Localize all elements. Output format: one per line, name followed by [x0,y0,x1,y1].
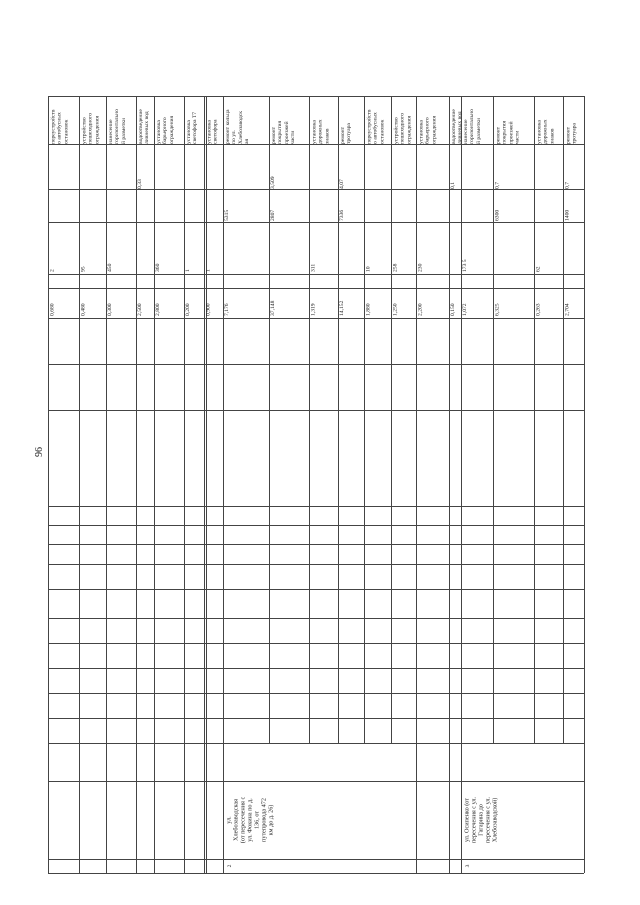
quantity-km-cell: 4,07 [339,179,345,189]
units-cell: 1 [185,269,191,272]
table-border [48,873,584,874]
cost-cell: 0,300 [107,303,113,316]
area-cell: 7336 [339,209,345,221]
area-cell [535,191,562,221]
cost-cell: 1,250 [392,303,398,316]
table-border [584,96,585,873]
work-type-cell: установка барьерного ограждения [156,115,175,144]
column-separator [48,506,584,507]
area-cell [450,191,460,221]
quantity-km-cell [205,147,222,189]
units-cell [270,224,308,272]
area-cell [137,191,153,221]
street-name-cell: ул. Осипенко (от пересечения с ул. Гагарина до пересечения с ул. Хлебозаводской) [463,796,498,844]
cost-cell: 0,263 [535,303,541,316]
units-cell: 95 [80,266,86,272]
area-cell [205,191,222,221]
quantity-km-cell [462,147,492,189]
units-cell: 258 [392,263,398,272]
work-type-cell: переустройств о автобусных остановок [366,109,385,144]
cost-cell: 2,800 [155,303,161,316]
units-cell: 1 [205,269,211,272]
units-cell: 173 5 [462,259,468,272]
column-separator [48,718,584,719]
area-cell [310,191,337,221]
area-cell: 5315 [224,209,230,221]
work-type-cell: ремонт тротуара [340,123,353,144]
column-separator [48,618,584,619]
column-separator [48,274,584,275]
quantity-km-cell: 0,7 [564,182,570,189]
units-cell [137,224,153,272]
work-type-cell: установка барьерного ограждения [418,115,437,144]
cost-cell: 0,680 [49,303,55,316]
quantity-km-cell [107,147,135,189]
area-cell [107,191,135,221]
work-type-cell: установка дорожных знаков [311,119,330,144]
area-cell: 1400 [564,209,570,221]
units-cell [339,224,363,272]
column-separator [48,668,584,669]
units-cell: 2 [49,269,55,272]
page-number: 96 [34,447,45,457]
area-cell: 2807 [270,209,276,221]
work-type-cell: водоотведение ливневых вод [138,109,151,144]
quantity-km-cell: 0,7 [494,182,500,189]
work-type-cell: ремонт тротуара [565,123,578,144]
area-cell [417,191,448,221]
cost-cell: 1,880 [365,303,371,316]
quantity-km-cell [185,147,203,189]
column-separator [48,222,584,223]
area-cell [392,191,415,221]
row-number-cell: 2 [227,864,233,868]
quantity-km-cell [155,147,183,189]
column-separator [48,410,584,411]
quantity-km-cell [224,147,268,189]
column-separator [48,589,584,590]
quantity-km-cell: 0,33 [137,179,143,189]
cost-cell: 7,176 [224,303,230,316]
column-separator [48,144,584,145]
units-cell [564,224,583,272]
units-cell [224,224,268,272]
quantity-km-cell [535,147,562,189]
work-type-cell: переустройств о автобусных остановок [50,109,69,144]
cost-cell: 2,704 [564,303,570,316]
units-cell [450,224,460,272]
cost-cell: 0,480 [80,303,86,316]
column-separator [48,189,584,190]
cost-cell: 6,325 [494,303,500,316]
column-separator [48,859,584,860]
area-cell [185,191,203,221]
work-type-cell: ремонт покрытия проезжей части [495,120,521,144]
units-cell: 450 [107,263,113,272]
area-cell [462,191,492,221]
quantity-km-cell [310,147,337,189]
quantity-km-cell [49,147,78,189]
work-type-cell: ремонт кольца по ул. Хлебозаводск ая [225,109,251,144]
units-cell: 360 [155,263,161,272]
quantity-km-cell [417,147,448,189]
area-cell [80,191,105,221]
cost-cell: 0,200 [185,303,191,316]
cost-cell: 1,319 [310,303,316,316]
work-type-cell: водоотведение ливневых вод [451,109,464,144]
work-type-cell: установка светофора Т7 [186,111,199,144]
column-separator [48,544,584,545]
cost-cell: 0,150 [450,303,456,316]
work-type-cell: устройство пешеходного ограждения [81,113,100,144]
quantity-km-cell: 0,1 [450,182,456,189]
cost-cell: 0,900 [205,303,211,316]
column-separator [48,743,584,744]
quantity-km-cell: 3,509 [270,176,276,189]
area-cell [49,191,78,221]
units-cell [494,224,533,272]
units-cell: 10 [365,266,371,272]
row-number-cell: 3 [465,864,471,868]
cost-cell: 37,148 [270,300,276,316]
units-cell: 311 [310,263,316,272]
units-cell: 230 [417,263,423,272]
column-separator [48,693,584,694]
units-cell: 62 [535,266,541,272]
work-type-cell: ремонт покрытия проезжей части [271,120,297,144]
street-name-cell: ул. Хлебозаводская (от пересечения с ул. Фокина по д. 136, от путепровода 472 км до д. 26) [225,796,274,844]
cost-cell: 1,072 [462,303,468,316]
area-cell: 6300 [494,209,500,221]
quantity-km-cell [392,147,415,189]
area-cell [155,191,183,221]
work-type-cell: установка светофора [206,119,219,144]
quantity-km-cell [80,147,105,189]
work-type-cell: устройство пешеходного ограждения [393,113,412,144]
column-separator [48,564,584,565]
cost-cell: 2,500 [137,303,143,316]
column-separator [48,318,584,319]
area-cell [365,191,390,221]
cost-cell: 14,152 [339,300,345,316]
column-separator [48,643,584,644]
quantity-km-cell [365,147,390,189]
column-separator [48,364,584,365]
cost-cell: 2,200 [417,303,423,316]
work-type-cell: установка дорожных знаков [536,119,555,144]
work-type-cell: нанесение горизонтально й разметки [463,109,482,144]
column-separator [48,525,584,526]
work-type-cell: нанесение горизонтально й разметки [108,109,127,144]
